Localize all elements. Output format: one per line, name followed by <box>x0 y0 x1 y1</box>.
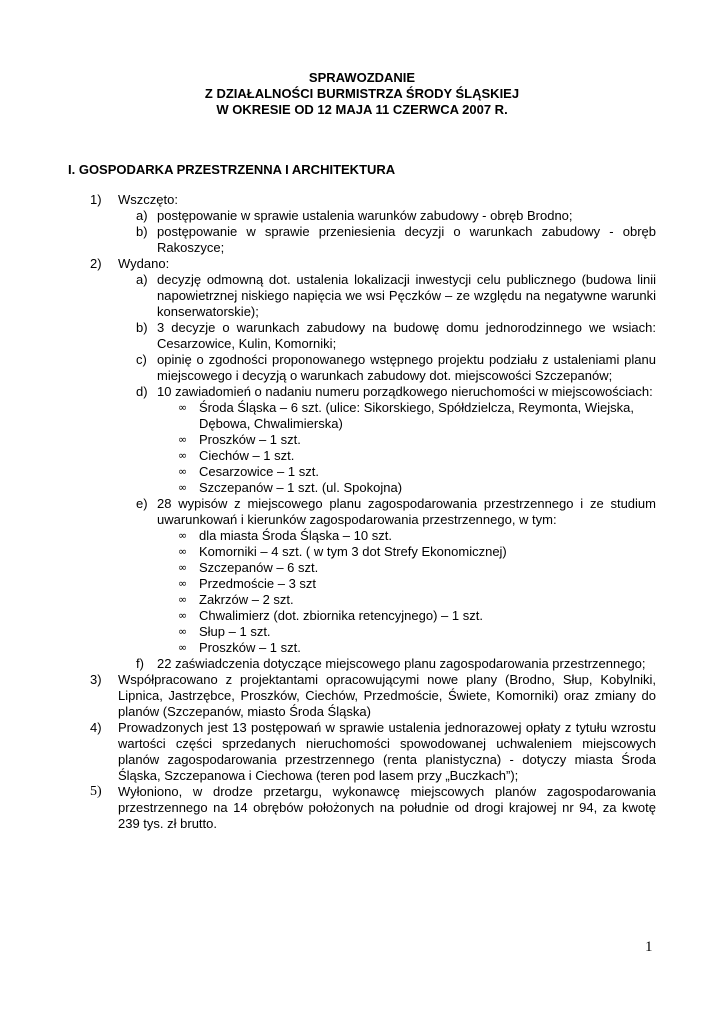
infinity-bullet-icon: ∞ <box>178 433 188 446</box>
title-line-2: Z DZIAŁALNOŚCI BURMISTRZA ŚRODY ŚLĄSKIEJ <box>204 86 520 101</box>
bullet-text: Szczepanów – 6 szt. <box>199 560 319 575</box>
bullet-text: Proszków – 1 szt. <box>199 640 301 655</box>
sub-item-text: postępowanie w sprawie przeniesienia decyzji o warunkach zabudowy - obręb Rakoszyce; <box>157 224 656 255</box>
title-line-3: W OKRESIE OD 12 MAJA 11 CZERWCA 2007 R. <box>216 102 508 117</box>
item-text: Wydano: <box>118 256 170 271</box>
bullet-item <box>0 528 724 544</box>
infinity-bullet-icon: ∞ <box>178 449 188 462</box>
sub-item-2d <box>0 384 724 400</box>
list-item-1 <box>0 192 724 208</box>
infinity-bullet-icon: ∞ <box>178 401 188 414</box>
sub-item-letter: b) <box>136 320 148 335</box>
sub-item-2f <box>0 656 724 672</box>
sub-item-text: postępowanie w sprawie ustalenia warunków zabudowy - obręb Brodno; <box>157 208 573 223</box>
infinity-bullet-icon: ∞ <box>178 609 188 622</box>
bullet-text: Cesarzowice – 1 szt. <box>199 464 319 479</box>
item-number: 4) <box>90 720 102 735</box>
section-heading: I. GOSPODARKA PRZESTRZENNA I ARCHITEKTURA <box>68 162 396 177</box>
item-text: Wyłoniono, w drodze przetargu, wykonawcę miejscowych planów zagospodarowania przestrzennego na 14 obrębów położonych na południe od drogi krajowej nr 94, za kwotę 239 tys. zł brutto. <box>118 784 656 831</box>
infinity-bullet-icon: ∞ <box>178 481 188 494</box>
item-text: Współpracowano z projektantami opracowującymi nowe plany (Brodno, Słup, Kobylniki, Lipnica, Jastrzębce, Proszków, Ciechów, Przedmoście, Świete, Komorniki) oraz zmiany do planów (Szczepanów, miasto Środa Śląska) <box>118 672 656 719</box>
title-line-1: SPRAWOZDANIE <box>308 70 416 85</box>
bullet-text: dla miasta Środa Śląska – 10 szt. <box>199 528 392 543</box>
sub-item-letter: e) <box>136 496 148 511</box>
infinity-bullet-icon: ∞ <box>178 561 188 574</box>
bullet-text: Komorniki – 4 szt. ( w tym 3 dot Strefy Ekonomicznej) <box>199 544 507 559</box>
item-number: 5) <box>90 784 102 799</box>
bullet-text: Przedmoście – 3 szt <box>199 576 317 591</box>
bullet-item <box>0 640 724 656</box>
item-number: 3) <box>90 672 102 687</box>
bullet-text: Słup – 1 szt. <box>199 624 271 639</box>
infinity-bullet-icon: ∞ <box>178 641 188 654</box>
bullet-item <box>0 480 724 496</box>
list-item-5 <box>0 784 724 832</box>
sub-item-2a <box>0 272 724 320</box>
item-text: Wszczęto: <box>118 192 178 207</box>
sub-item-letter: a) <box>136 208 148 223</box>
bullet-item <box>0 592 724 608</box>
infinity-bullet-icon: ∞ <box>178 529 188 542</box>
sub-item-text: 22 zaświadczenia dotyczące miejscowego planu zagospodarowania przestrzennego; <box>157 656 646 671</box>
bullet-item <box>0 464 724 480</box>
sub-item-1a <box>0 208 724 224</box>
sub-item-text: 28 wypisów z miejscowego planu zagospodarowania przestrzennego i ze studium uwarunkowań i kierunków zagospodarowania przestrzennego, w tym: <box>157 496 656 527</box>
sub-item-text: 10 zawiadomień o nadaniu numeru porządkowego nieruchomości w miejscowościach: <box>157 384 653 399</box>
page-number: 1 <box>645 939 653 955</box>
sub-item-letter: f) <box>136 656 144 671</box>
bullet-text: Chwalimierz (dot. zbiornika retencyjnego) – 1 szt. <box>199 608 483 623</box>
bullet-text: Ciechów – 1 szt. <box>199 448 295 463</box>
bullet-item <box>0 432 724 448</box>
sub-item-2c <box>0 352 724 384</box>
sub-item-letter: b) <box>136 224 148 239</box>
bullet-text: Szczepanów – 1 szt. (ul. Spokojna) <box>199 480 403 495</box>
infinity-bullet-icon: ∞ <box>178 465 188 478</box>
sub-item-letter: c) <box>136 352 147 367</box>
infinity-bullet-icon: ∞ <box>178 545 188 558</box>
sub-item-letter: a) <box>136 272 148 287</box>
infinity-bullet-icon: ∞ <box>178 577 188 590</box>
list-item-2 <box>0 256 724 272</box>
bullet-text: Zakrzów – 2 szt. <box>199 592 294 607</box>
list-item-3 <box>0 672 724 720</box>
bullet-text: Proszków – 1 szt. <box>199 432 301 447</box>
report-content <box>0 192 724 832</box>
sub-item-1b <box>0 224 724 256</box>
bullet-item <box>0 448 724 464</box>
sub-item-text: opinię o zgodności proponowanego wstępnego projektu podziału z ustaleniami planu miejscowego i decyzją o warunkach zabudowy dot. miejscowości Szczepanów; <box>157 352 656 383</box>
item-number: 2) <box>90 256 102 271</box>
infinity-bullet-icon: ∞ <box>178 593 188 606</box>
item-text: Prowadzonych jest 13 postępowań w sprawie ustalenia jednorazowej opłaty z tytułu wzrostu wartości części sprzedanych nieruchomości spowodowanej uchwaleniem miejscowych planów zagospodarowania przestrzennego (renta planistyczna) - dotyczy miasta Środa Śląska, Szczepanowa i Ciechowa (teren pod lasem przy „Buczkach”); <box>118 720 656 783</box>
sub-item-letter: d) <box>136 384 148 399</box>
bullet-item <box>0 624 724 640</box>
bullet-item <box>0 400 724 432</box>
bullet-item <box>0 560 724 576</box>
sub-item-text: 3 decyzje o warunkach zabudowy na budowę domu jednorodzinnego we wsiach: Cesarzowice, Kulin, Komorniki; <box>157 320 656 351</box>
list-item-4 <box>0 720 724 784</box>
bullet-item <box>0 608 724 624</box>
sub-item-2e <box>0 496 724 528</box>
sub-item-2b <box>0 320 724 352</box>
bullet-text: Środa Śląska – 6 szt. (ulice: Sikorskiego, Spółdzielcza, Reymonta, Wiejska, Dębowa, Chwalimierska) <box>199 400 634 431</box>
bullet-item <box>0 576 724 592</box>
bullet-item <box>0 544 724 560</box>
item-number: 1) <box>90 192 102 207</box>
report-title <box>0 70 724 118</box>
infinity-bullet-icon: ∞ <box>178 625 188 638</box>
sub-item-text: decyzję odmowną dot. ustalenia lokalizacji inwestycji celu publicznego (budowa linii napowietrznej niskiego napięcia we wsi Pęczków – ze względu na negatywne warunki konserwatorskie); <box>157 272 656 319</box>
